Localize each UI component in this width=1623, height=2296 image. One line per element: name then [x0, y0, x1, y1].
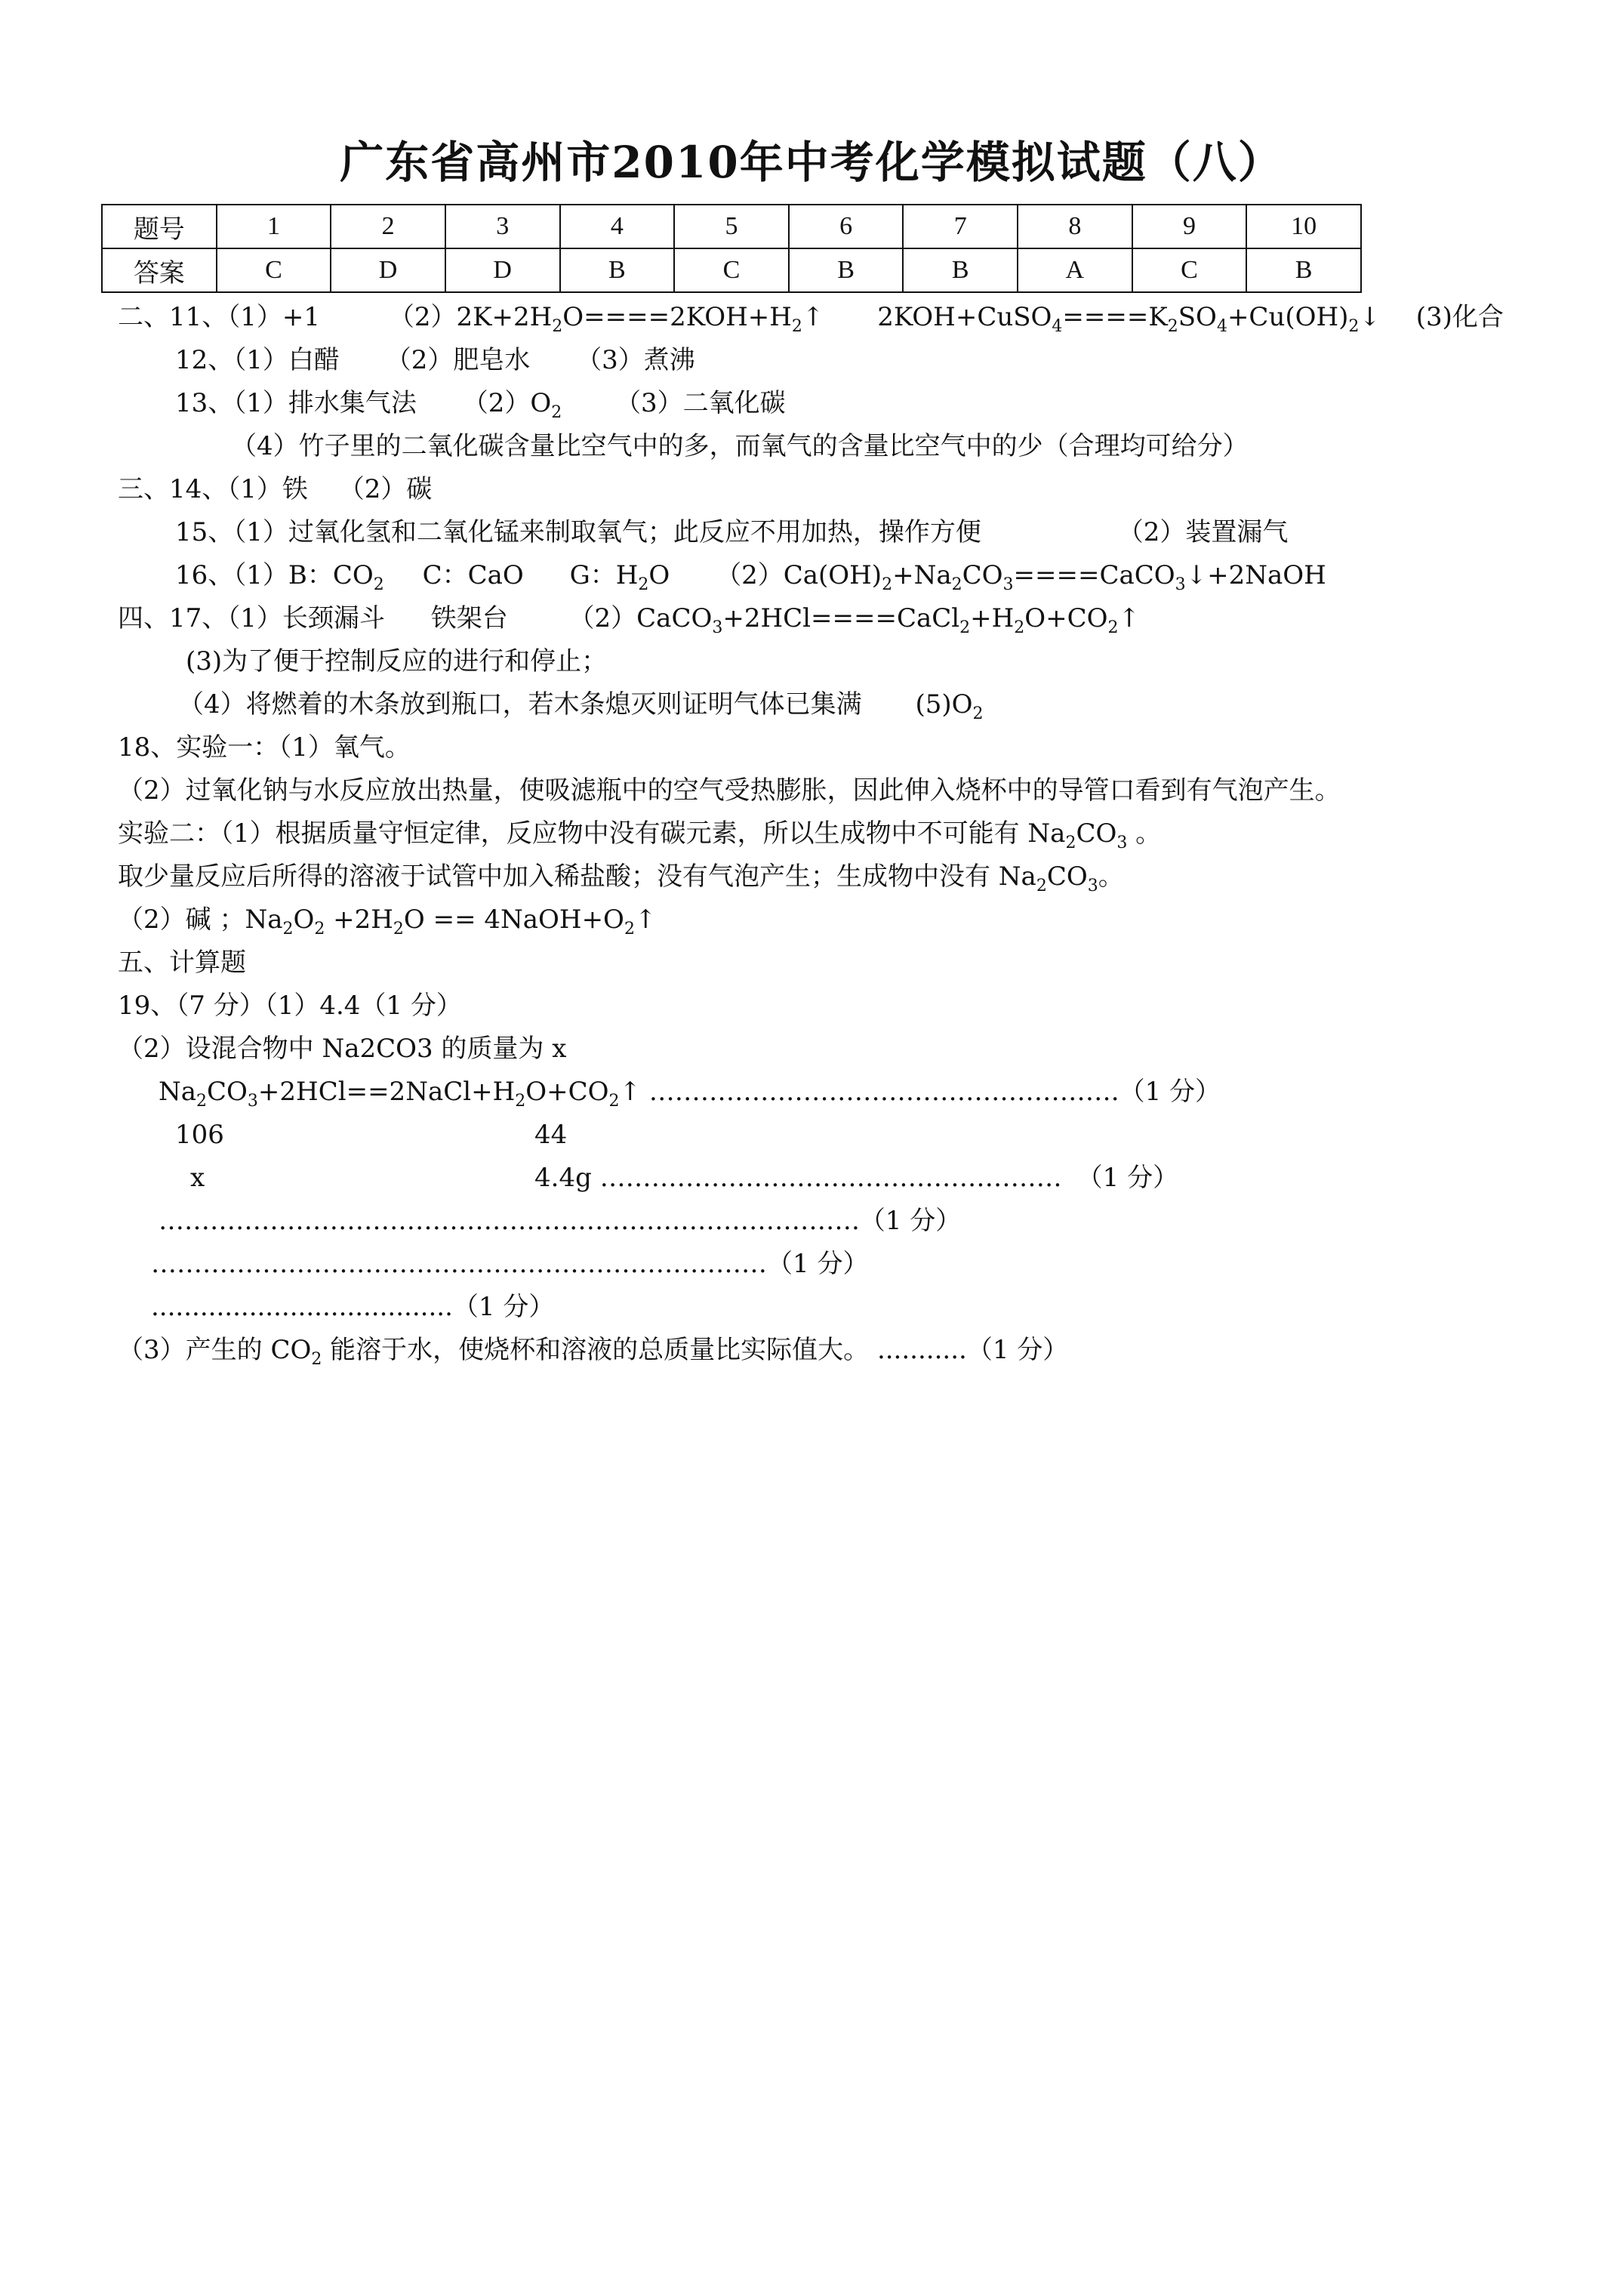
- answer-line-q15: 15、（1）过氧化氢和二氧化锰来制取氧气；此反应不用加热，操作方便 （2）装置漏气: [175, 517, 1289, 547]
- table-cell-answer: D: [445, 248, 560, 292]
- table-row-answers: [102, 248, 1361, 292]
- table-cell-answer: C: [674, 248, 789, 292]
- answer-line-q12: 12、（1）白醋 （2）肥皂水 （3）煮沸: [175, 345, 695, 375]
- table-cell-number: 1: [217, 205, 331, 248]
- answer-line-q19-2: （2）设混合物中 Na2CO3 的质量为 x: [118, 1034, 567, 1064]
- table-cell-number: 7: [903, 205, 1018, 248]
- table-cell-number: 2: [331, 205, 445, 248]
- answer-line-q17: 四、17、（1）长颈漏斗 铁架台 $(2)CaCO_3+2HCl====CaCl_2+H_2O+CO_2↑$: [118, 603, 1141, 637]
- table-cell-answer: C: [1132, 248, 1247, 292]
- table-row-question-numbers: [102, 205, 1361, 248]
- answer-line-q14: 三、14、（1）铁 （2）碳: [118, 474, 433, 504]
- section-heading-calculation: 五、计算题: [118, 948, 246, 978]
- table-cell-answer: B: [903, 248, 1018, 292]
- answer-line-q19-step-2: ………………………………………………………………（1 分）: [151, 1249, 869, 1279]
- table-cell-answer: B: [1246, 248, 1361, 292]
- answer-line-q17-4: （4）将燃着的木条放到瓶口，若木条熄灭则证明气体已集满 $(5)O_2$: [178, 689, 984, 723]
- answer-line-q19-ratio-2: x 4.4g ……………………………………………… （1 分）: [190, 1163, 1179, 1193]
- table-row-header: 题号: [102, 205, 217, 248]
- answer-line-q19-1: 19、（7 分）（1）4.4（1 分）: [118, 991, 462, 1021]
- answer-line-q18-1: 18、实验一：（1）氧气。: [118, 732, 411, 763]
- answer-table: [101, 204, 1362, 293]
- answer-line-q19-step-3: .....................................（1 分）: [151, 1292, 555, 1322]
- answer-line-q18-5: （2）碱 ；$Na_2O_2 +2H_2O$ == $4NaOH+O_2↑$: [118, 905, 657, 938]
- table-cell-number: 9: [1132, 205, 1247, 248]
- answer-line-q19-3: （3）产生的 $CO_2$ 能溶于水，使烧杯和溶液的总质量比实际值大。 ...........（1 分）: [118, 1335, 1069, 1369]
- table-cell-answer: B: [560, 248, 675, 292]
- answer-line-q13-4: （4）竹子里的二氧化碳含量比空气中的多，而氧气的含量比空气中的少（合理均可给分）: [231, 431, 1249, 461]
- answer-line-q17-3: (3)为了便于控制反应的进行和停止；: [186, 646, 608, 676]
- answer-line-q11: 二、11、（1）+1 $(2)2K+2H_2O====2KOH+H_2↑$ $2KOH+CuSO_4====K_2SO_4+Cu(OH)_2↓$ (3)化合: [118, 302, 1504, 336]
- table-row-header: 答案: [102, 248, 217, 292]
- table-cell-answer: A: [1018, 248, 1132, 292]
- answer-line-q16: 16、（1）B：$CO_2$ C：CaO G：$H_2O$ $(2)Ca(OH)_2+Na_2CO_3====CaCO_3↓+2NaOH$: [175, 560, 1326, 594]
- answer-line-q19-ratio-1: 106 44: [175, 1120, 568, 1150]
- answer-line-q19-equation: $Na_2CO_3+2HCl==2NaCl+H_2O+CO_2↑$ ……………………………………………….（1 分）: [159, 1077, 1221, 1111]
- page-title: 广东省高州市2010年中考化学模拟试题（八）: [340, 137, 1283, 188]
- answer-line-q13: 13、（1）排水集气法 $(2)O_2$ （3）二氧化碳: [175, 388, 786, 422]
- answer-line-q18-3: 实验二：（1）根据质量守恒定律，反应物中没有碳元素，所以生成物中不可能有 $Na_2CO_3$ 。: [118, 818, 1162, 852]
- table-cell-answer: B: [789, 248, 904, 292]
- table-cell-number: 8: [1018, 205, 1132, 248]
- answer-line-q19-step-1: ……………………………………………………………………….（1 分）: [159, 1206, 962, 1236]
- table-cell-number: 4: [560, 205, 675, 248]
- table-cell-answer: C: [217, 248, 331, 292]
- answer-line-q18-2: （2）过氧化钠与水反应放出热量，使吸滤瓶中的空气受热膨胀，因此伸入烧杯中的导管口看到有气泡产生。: [118, 775, 1341, 806]
- table-cell-number: 3: [445, 205, 560, 248]
- table-cell-number: 10: [1246, 205, 1361, 248]
- table-cell-number: 6: [789, 205, 904, 248]
- answer-line-q18-4: 取少量反应后所得的溶液于试管中加入稀盐酸；没有气泡产生；生成物中没有 $Na_2CO_3$。: [118, 861, 1124, 895]
- table-cell-answer: D: [331, 248, 445, 292]
- table-cell-number: 5: [674, 205, 789, 248]
